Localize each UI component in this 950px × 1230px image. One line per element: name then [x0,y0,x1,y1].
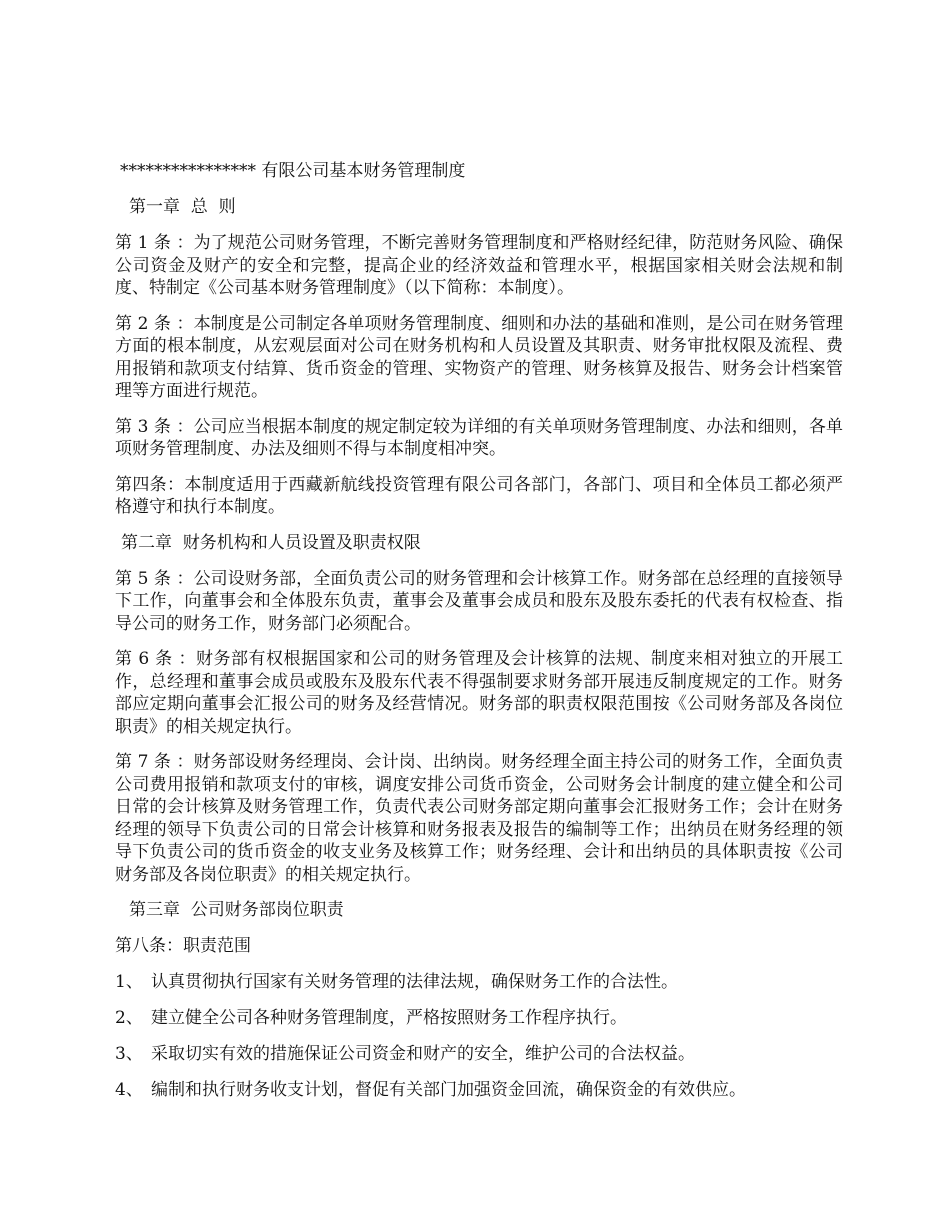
article-2: 第 2 条 ：本制度是公司制定各单项财务管理制度、细则和办法的基础和准则，是公司在财务管理方面的根本制度，从宏观层面对公司在财务机构和人员设置及其职责、财务审批权限及流程、费用报销和款项支付结算、货币资金的管理、实物资产的管理、财务核算及报告、财务会计档案管理等方面进行规范。 [115,313,843,401]
article-6: 第 6 条 ：财务部有权根据国家和公司的财务管理及会计核算的法规、制度来相对独立的开展工作，总经理和董事会成员或股东及股东代表不得强制要求财务部开展违反制度规定的工作。财务部应定期向董事会汇报公司的财务及经营情况。财务部的职责权限范围按《公司财务部及各岗位职责》的相关规定执行。 [115,649,843,737]
article-3: 第 3 条 ：公司应当根据本制度的规定制定较为详细的有关单项财务管理制度、办法和细则，各单项财务管理制度、办法及细则不得与本制度相冲突。 [115,416,843,459]
list-item-text: 采取切实有效的措施保证公司资金和财产的安全，维护公司的合法权益。 [151,1044,695,1064]
list-item-number: 1、 [115,972,143,992]
list-item-text: 建立健全公司各种财务管理制度，严格按照财务工作程序执行。 [151,1008,627,1028]
chapter-heading-2: 第二章 财务机构和人员设置及职责权限 [121,532,421,553]
article-7: 第 7 条 ：财务部设财务经理岗、会计岗、出纳岗。财务经理全面主持公司的财务工作，全面负责公司费用报销和款项支付的审核，调度安排公司货币资金，公司财务会计制度的建立健全和公司日常的会计核算及财务管理工作，负责代表公司财务部定期向董事会汇报财务工作；会计在财务经理的领导下负责公司的日常会计核算和财务报表及报告的编制等工作；出纳员在财务经理的领导下负责公司的货币资金的收支业务及核算工作；财务经理、会计和出纳员的具体职责按《公司财务部及各岗位职责》的相关规定执行。 [115,752,843,885]
article-4: 第四条：本制度适用于西藏新航线投资管理有限公司各部门，各部门、项目和全体员工都必须严格遵守和执行本制度。 [115,474,843,517]
document-body [115,160,843,1115]
list-item-number: 3、 [115,1044,143,1064]
article-8-heading [115,935,843,957]
list-item-number: 4、 [115,1080,143,1100]
list-item [115,971,843,993]
chapter-heading-1: 第一章 总 则 [129,197,236,217]
chapter-heading-3: 第三章 公司财务部岗位职责 [129,900,344,920]
article-8-label: 第八条：职责范围 [115,936,251,956]
article-5: 第 5 条 ：公司设财务部，全面负责公司的财务管理和会计核算工作。财务部在总经理的直接领导下工作，向董事会和全体股东负责，董事会及董事会成员和股东及股东委托的代表有权检查、指导公司的财务工作，财务部门必须配合。 [115,568,843,634]
list-item [115,1007,843,1029]
list-item-text: 认真贯彻执行国家有关财务管理的法律法规，确保财务工作的合法性。 [151,972,678,992]
list-item [115,1079,843,1101]
list-item-number: 2、 [115,1008,143,1028]
list-item [115,1043,843,1065]
list-item-text: 编制和执行财务收支计划，督促有关部门加强资金回流，确保资金的有效供应。 [151,1080,746,1100]
document-title: **************** 有限公司基本财务管理制度 [120,161,466,181]
article-1: 第 1 条 ：为了规范公司财务管理，不断完善财务管理制度和严格财经纪律，防范财务风险、确保公司资金及财产的安全和完整，提高企业的经济效益和管理水平，根据国家相关财会法规和制度、特制定《公司基本财务管理制度》（以下简称：本制度）。 [115,233,843,298]
